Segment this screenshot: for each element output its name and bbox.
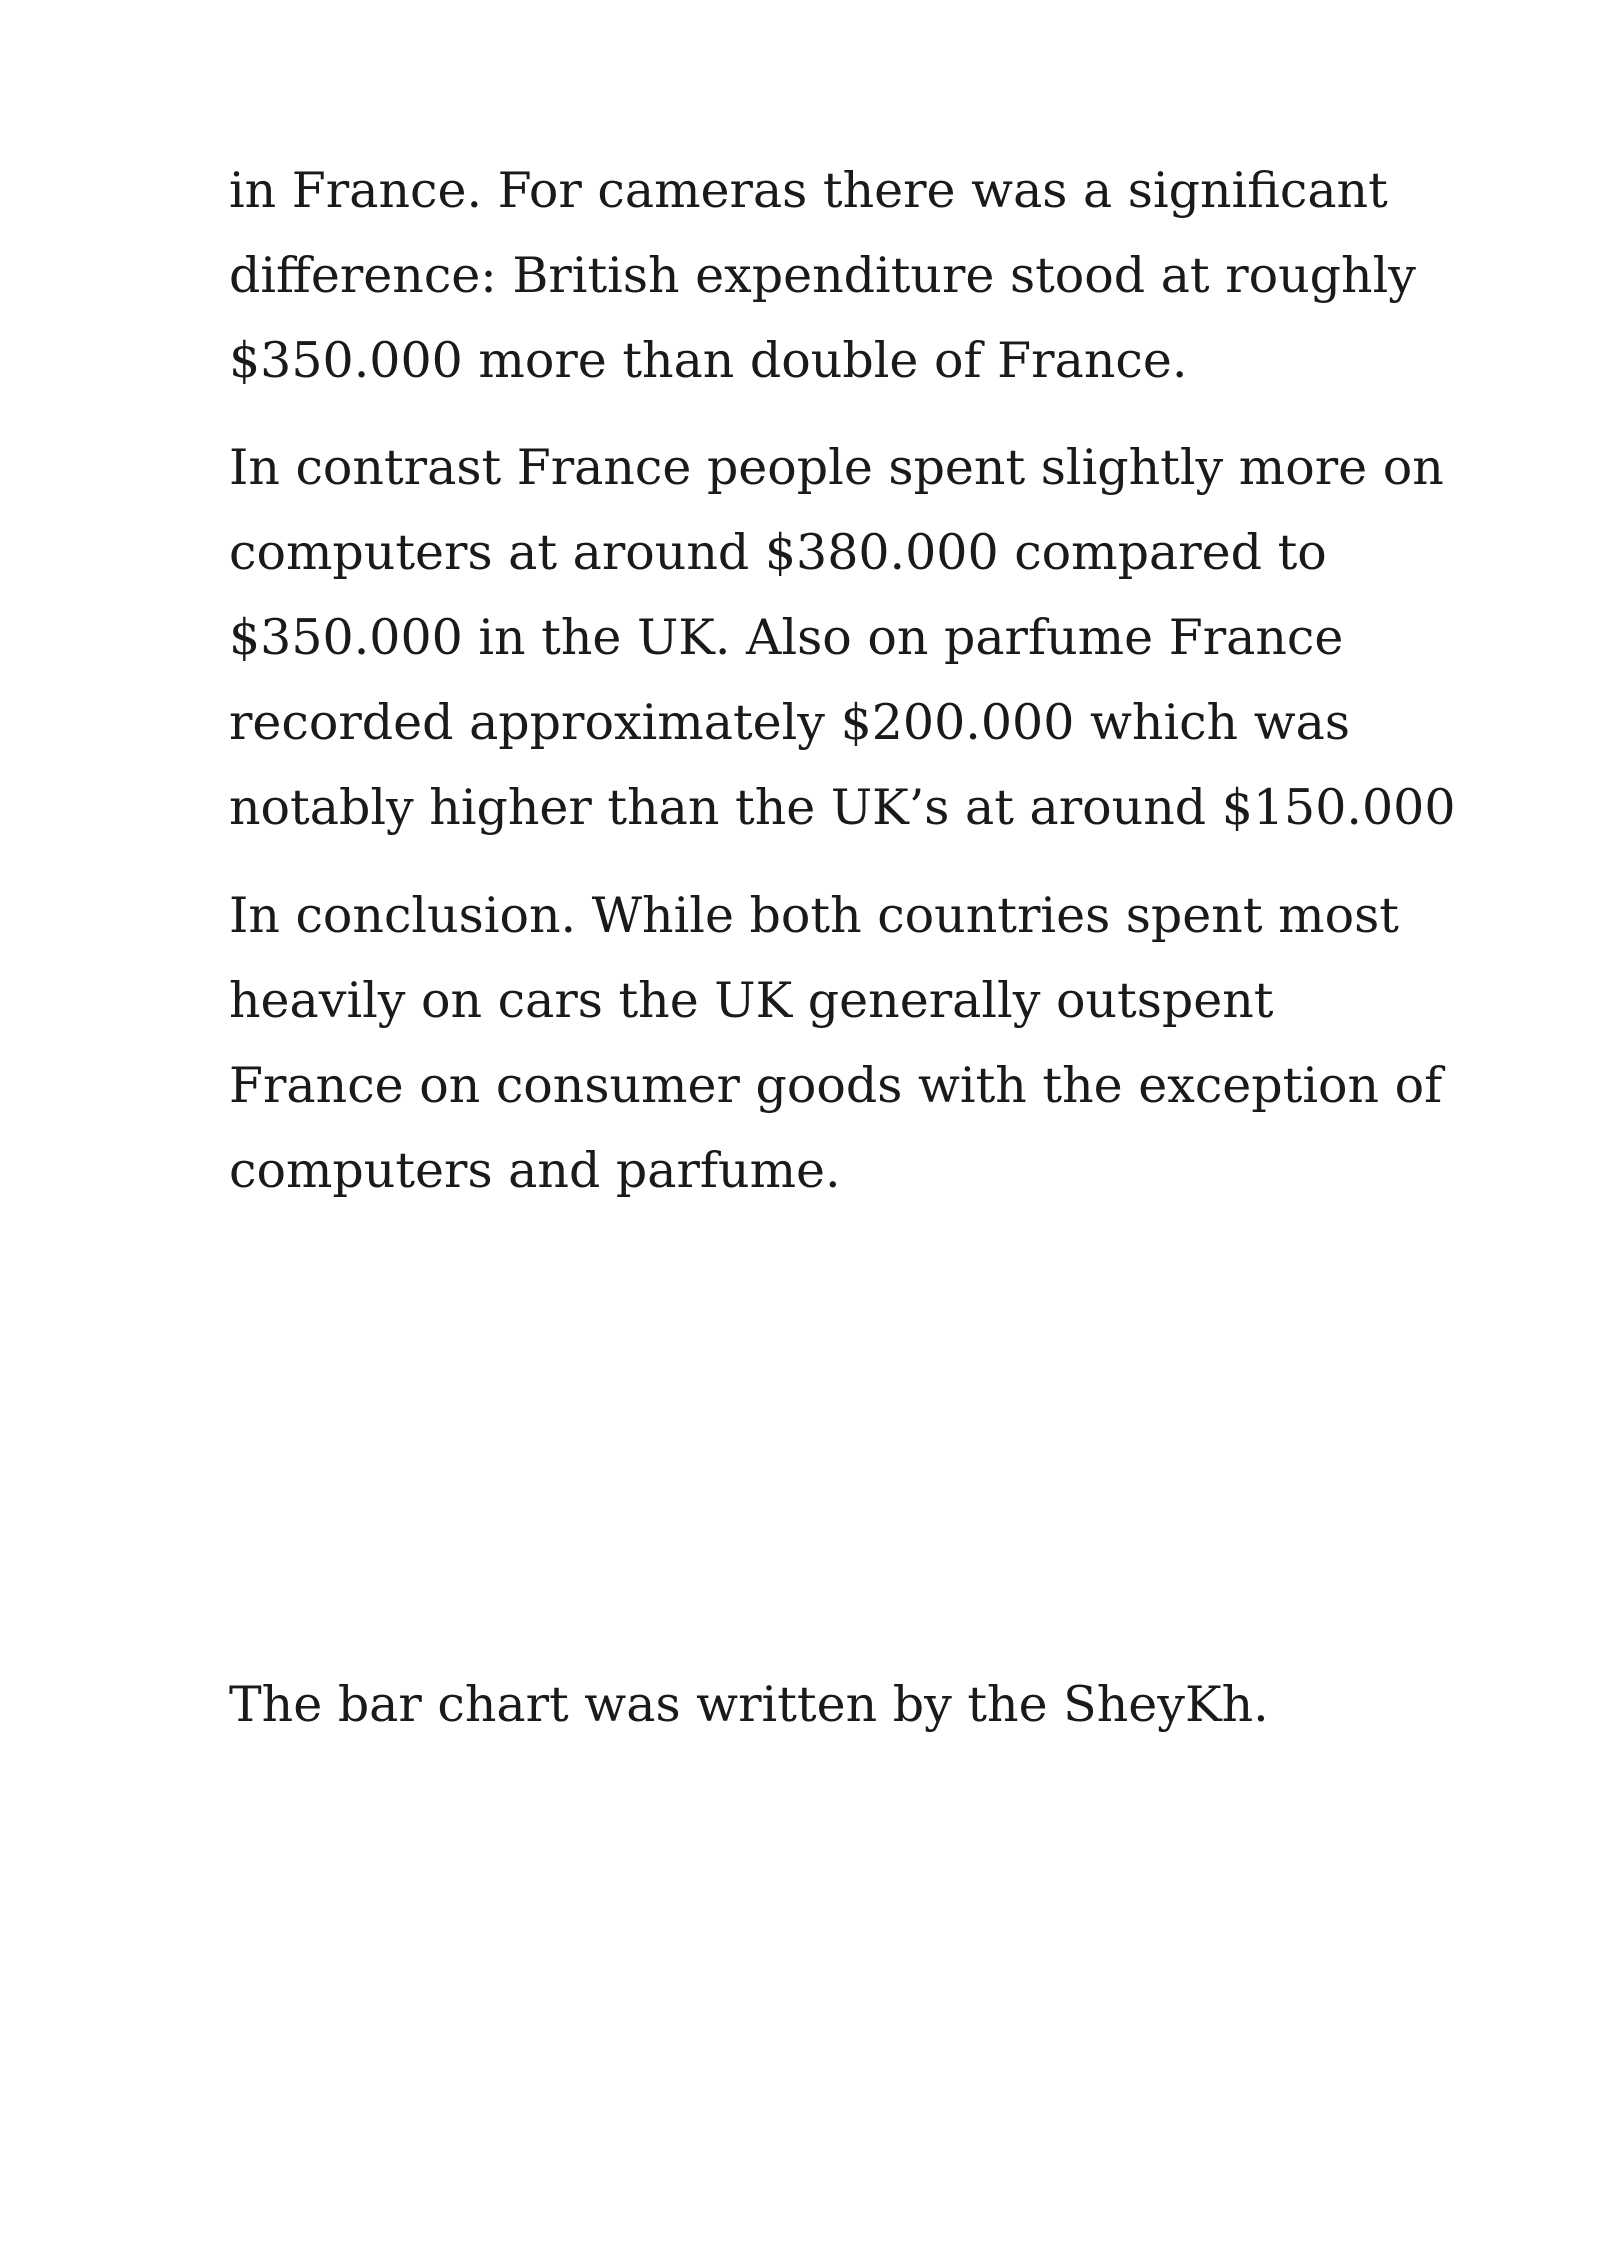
paragraph-cameras: in France. For cameras there was a significant difference: British expenditure stood at roughly $350.000 more than double of France.	[229, 162, 1416, 389]
paragraph-conclusion: In conclusion. While both countries spent most heavily on cars the UK generally outspent France on consumer goods with the exception of computers and parfume.	[229, 887, 1443, 1199]
author-byline: The bar chart was written by the SheyKh.	[229, 1676, 1269, 1733]
paragraph-computers-parfume: In contrast France people spent slightly more on computers at around $380.000 compared to $350.000 in the UK. Also on parfume France recorded approximately $200.000 which was notably higher than the UK’s at around $150.000	[229, 439, 1456, 836]
